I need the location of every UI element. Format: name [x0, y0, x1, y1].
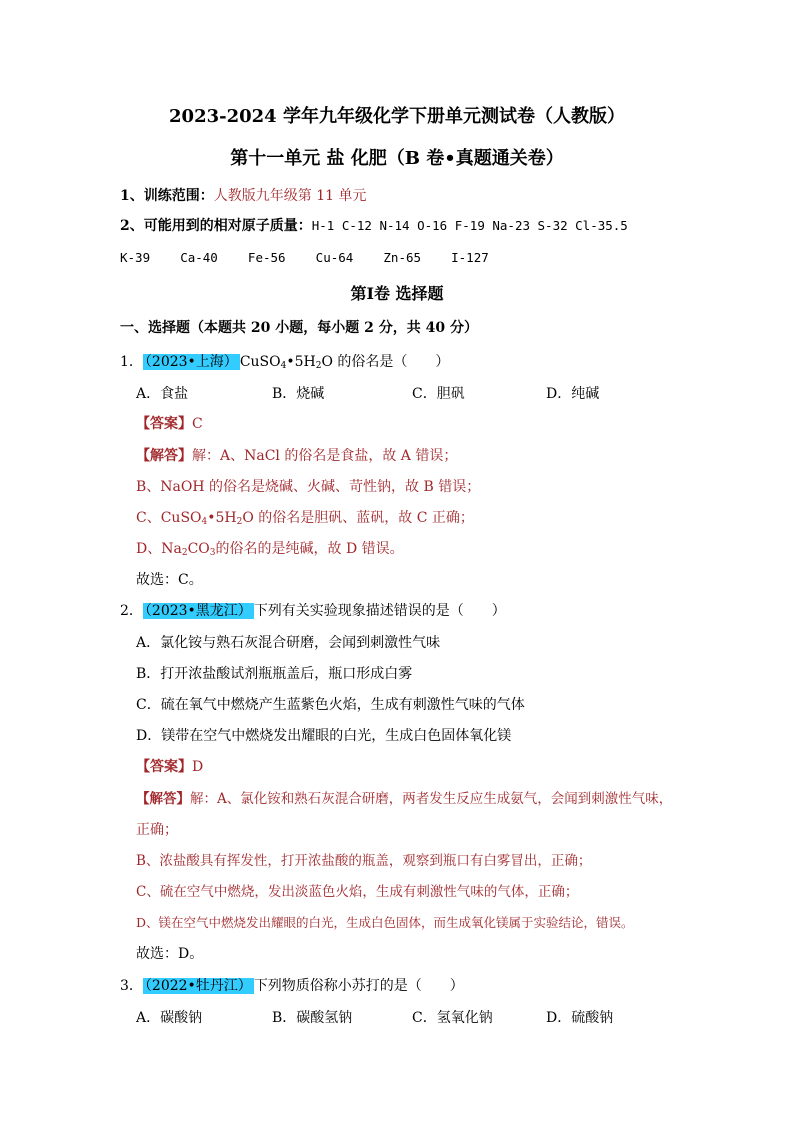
question-2-stem: 2． （2023•黑龙江） 下列有关实验现象描述错误的是（ ） — [120, 603, 506, 619]
question-3-stem: 3． （2022•牡丹江） 下列物质俗称小苏打的是（ ） — [120, 978, 464, 994]
question-2-option-a: A．氯化铵与熟石灰混合研磨，会闻到刺激性气味 — [136, 635, 441, 651]
question-1-analysis-3: C、$CuSO_4•5H_2O$ 的俗名是胆矾、蓝矾，故 C 正确； — [136, 510, 474, 527]
question-3-option-c: C．氢氧化钠 — [412, 1010, 493, 1026]
question-2-analysis-1b: 正确； — [136, 822, 178, 838]
question-2-answer — [136, 757, 203, 777]
question-1-analysis-1: 【解答】解：A、NaCl 的俗名是食盐，故 A 错误； — [136, 448, 458, 464]
answer-label: 【答案】 — [136, 759, 192, 775]
section-title: 第Ⅰ卷 选择题 — [350, 284, 444, 303]
question-2-conclusion: 故选：D。 — [136, 946, 204, 962]
question-1-analysis-4: D、$Na_2CO_3$的俗名的是纯碱，故 D 错误。 — [136, 541, 404, 558]
question-1-answer — [136, 414, 203, 434]
atoms-values-1: H-1 C-12 N-14 O-16 F-19 Na-23 S-32 Cl-35.5 — [311, 218, 628, 233]
question-number: 2． — [120, 603, 143, 619]
page-subtitle: 第十一单元 盐 化肥（B 卷•真题通关卷） — [230, 148, 564, 169]
question-2-option-c: C．硫在氧气中燃烧产生蓝紫色火焰，生成有刺激性气味的气体 — [136, 697, 525, 713]
question-2-analysis-3: C、硫在空气中燃烧，发出淡蓝色火焰，生成有刺激性气味的气体，正确； — [136, 884, 579, 900]
source-tag: （2023•黑龙江） — [144, 603, 252, 619]
question-number: 1． — [120, 354, 143, 370]
scope-value: 人教版九年级第 11 单元 — [213, 188, 367, 204]
atomic-masses-line2: K-39 Ca-40 Fe-56 Cu-64 Zn-65 I-127 — [120, 250, 489, 265]
answer-label: 【答案】 — [136, 416, 192, 432]
question-2-analysis-1: 【解答】解：A、氯化铵和熟石灰混合研磨，两者发生反应生成氨气，会闻到刺激性气味， — [136, 791, 673, 807]
question-2-option-b: B．打开浓盐酸试剂瓶瓶盖后，瓶口形成白雾 — [136, 666, 413, 682]
question-3-option-d: D．硫酸钠 — [546, 1010, 614, 1026]
atomic-masses-line1 — [120, 216, 628, 236]
question-1-option-c: C．胆矾 — [412, 386, 465, 402]
question-1-option-a: A．食盐 — [136, 386, 189, 402]
question-1-option-b: B．烧碱 — [272, 386, 325, 402]
source-tag: （2023•上海） — [144, 354, 238, 370]
question-3-option-a: A．碳酸钠 — [136, 1010, 203, 1026]
question-3-option-b: B．碳酸氢钠 — [272, 1010, 353, 1026]
analysis-label: 【解答】 — [136, 448, 192, 464]
part-heading: 一、选择题（本题共 20 小题，每小题 2 分，共 40 分） — [120, 320, 478, 336]
question-2-analysis-2: B、浓盐酸具有挥发性，打开浓盐酸的瓶盖，观察到瓶口有白雾冒出，正确； — [136, 853, 592, 869]
answer-value: D — [192, 759, 204, 775]
question-1-conclusion: 故选：C。 — [136, 572, 203, 588]
analysis-label: 【解答】 — [136, 791, 190, 807]
question-2-analysis-4: D、镁在空气中燃烧发出耀眼的白光，生成白色固体，而生成氧化镁属于实验结论，错误。 — [136, 915, 634, 930]
question-1-analysis-2: B、NaOH 的俗名是烧碱、火碱、苛性钠，故 B 错误； — [136, 479, 481, 495]
training-scope — [120, 186, 366, 206]
answer-value: C — [192, 416, 203, 432]
question-number: 3． — [120, 978, 143, 994]
scope-label: 1、训练范围： — [120, 188, 214, 204]
page-title: 2023-2024 学年九年级化学下册单元测试卷（人教版） — [169, 106, 625, 127]
question-2-option-d: D．镁带在空气中燃烧发出耀眼的白光，生成白色固体氧化镁 — [136, 728, 512, 744]
atoms-label: 2、可能用到的相对原子质量： — [120, 218, 312, 234]
question-1-stem: 1． （2023•上海） $CuSO_4•5H_2O$ 的俗名是（ ） — [120, 354, 450, 371]
source-tag: （2022•牡丹江） — [144, 978, 252, 994]
question-1-option-d: D．纯碱 — [546, 386, 600, 402]
